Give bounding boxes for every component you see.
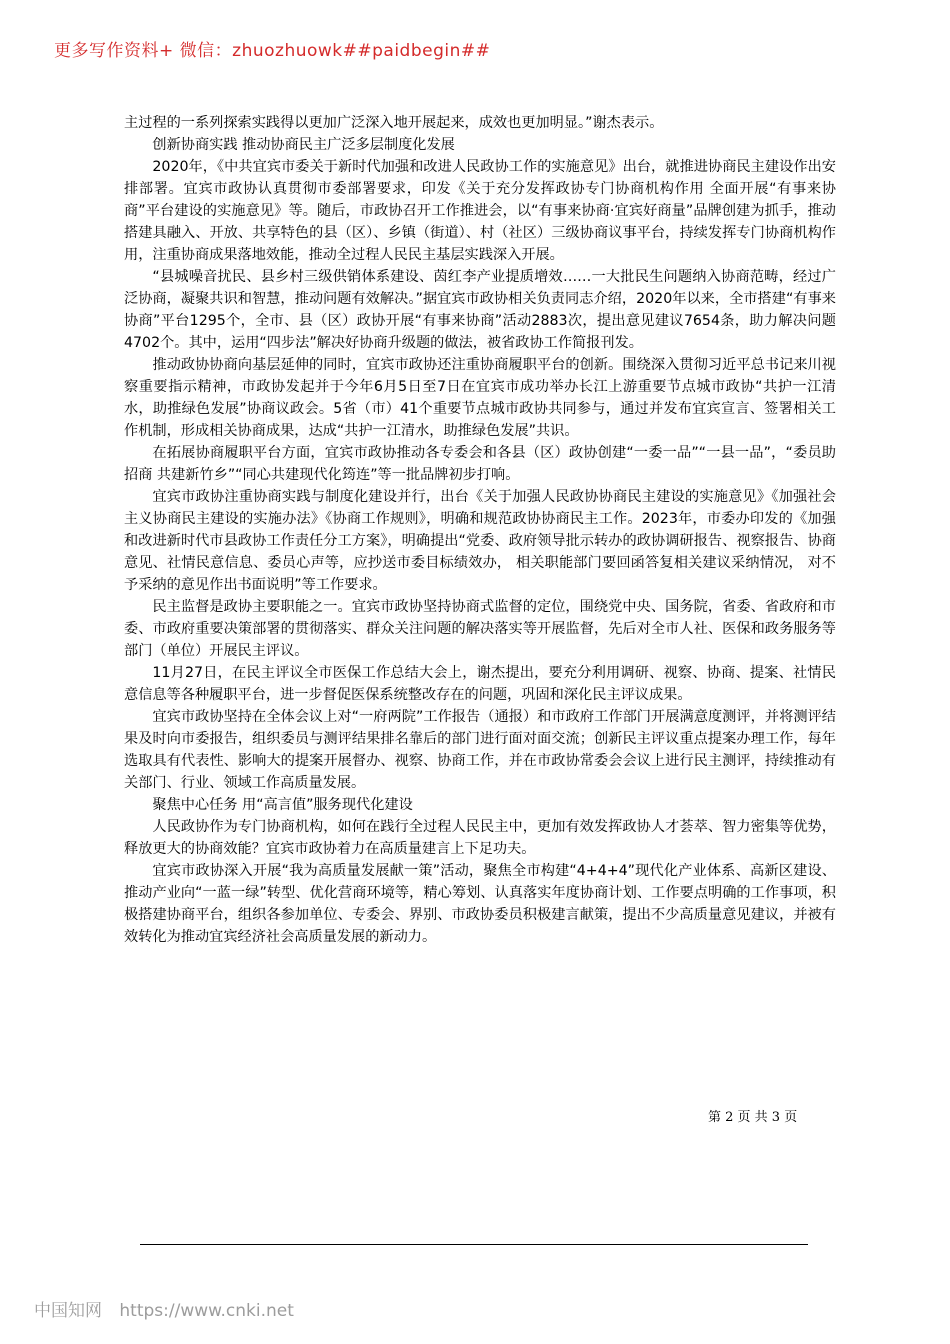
promo-header: 更多写作资料+ 微信：zhuozhuowk##paidbegin## bbox=[54, 41, 491, 61]
paragraph: 民主监督是政协主要职能之一。宜宾市政协坚持协商式监督的定位，围绕党中央、国务院，省委、省政府和市委、市政府重要决策部署的贯彻落实、群众关注问题的解决落实等开展监督，先后对全市人社、医保和政务服务等部门（单位）开展民主评议。 bbox=[124, 599, 836, 659]
paragraph: 宜宾市政协深入开展“我为高质量发展献一策”活动，聚焦全市构建“4+4+4”现代化产业体系、高新区建设、推动产业向“一蓝一绿”转型、优化营商环境等，精心筹划、认真落实年度协商计划、工作要点明确的工作事项，积极搭建协商平台，组织各参加单位、专委会、界别、市政协委员积极建言献策，提出不少高质量意见建议，并被有效转化为推动宜宾经济社会高质量发展的新动力。 bbox=[124, 863, 836, 945]
paragraph: “县城噪音扰民、县乡村三级供销体系建设、茵红李产业提质增效……一大批民生问题纳入协商范畴，经过广泛协商，凝聚共识和智慧，推动问题有效解决。”据宜宾市政协相关负责同志介绍，2020年以来，全市搭建“有事来协商”平台1295个，全市、县（区）政协开展“有事来协商”活动2883次，提出意见建议7654条，助力解决问题4702个。其中，运用“四步法”解决好协商升级题的做法，被省政协工作简报刊发。 bbox=[124, 269, 836, 351]
section-heading: 创新协商实践 推动协商民主广泛多层制度化发展 bbox=[152, 137, 455, 153]
document-body bbox=[124, 112, 836, 948]
paragraph: 11月27日，在民主评议全市医保工作总结大会上，谢杰提出，要充分利用调研、视察、协商、提案、社情民意信息等各种履职平台，进一步督促医保系统整改存在的问题，巩固和深化民主评议成果。 bbox=[124, 665, 836, 703]
paragraph: 宜宾市政协注重协商实践与制度化建设并行，出台《关于加强人民政协协商民主建设的实施意见》《加强社会主义协商民主建设的实施办法》《协商工作规则》，明确和规范政协协商民主工作。2023年，市委办印发的《加强和改进新时代市县政协工作责任分工方案》，明确提出“党委、政府领导批示转办的政协调研报告、视察报告、协商意见、社情民意信息、委员心声等，应抄送市委目标绩效办， 相关职能部门要回函答复相关建议采纳情况， 对不予采纳的意见作出书面说明”等工作要求。 bbox=[124, 489, 836, 593]
cnki-watermark bbox=[34, 1296, 294, 1321]
paragraph: 在拓展协商履职平台方面，宜宾市政协推动各专委会和各县（区）政协创建“一委一品”“一县一品”，“委员助招商 共建新竹乡”“同心共建现代化筠连”等一批品牌初步打响。 bbox=[124, 445, 836, 483]
paragraph: 人民政协作为专门协商机构，如何在践行全过程人民民主中，更加有效发挥政协人才荟萃、智力密集等优势，释放更大的协商效能？宜宾市政协着力在高质量建言上下足功夫。 bbox=[124, 819, 836, 857]
paragraph: 2020年，《中共宜宾市委关于新时代加强和改进人民政协工作的实施意见》出台，就推进协商民主建设作出安排部署。宜宾市政协认真贯彻市委部署要求，印发《关于充分发挥政协专门协商机构作用 全面开展“有事来协商”平台建设的实施意见》等。随后，市政协召开工作推进会，以“有事来协商·宜宾好商量”品牌创建为抓手，推动搭建具融入、开放、共享特色的县（区）、乡镇（街道）、村（社区）三级协商议事平台，持续发挥专门协商机构作用，注重协商成果落地效能，推动全过程人民民主基层实践深入开展。 bbox=[124, 159, 836, 263]
paragraph: 宜宾市政协坚持在全体会议上对“一府两院”工作报告（通报）和市政府工作部门开展满意度测评，并将测评结果及时向市委报告，组织委员与测评结果排名靠后的部门进行面对面交流；创新民主评议重点提案办理工作，每年选取具有代表性、影响大的提案开展督办、视察、协商工作，并在市政协常委会会议上进行民主测评，持续推动有关部门、行业、领域工作高质量发展。 bbox=[124, 709, 836, 791]
watermark-site-name: 中国知网 bbox=[34, 1301, 102, 1321]
section-heading: 聚焦中心任务 用“高言值”服务现代化建设 bbox=[152, 797, 413, 813]
footer-divider bbox=[140, 1244, 808, 1245]
page-number: 第 2 页 共 3 页 bbox=[708, 1110, 798, 1125]
paragraph: 主过程的一系列探索实践得以更加广泛深入地开展起来，成效也更加明显。”谢杰表示。 bbox=[124, 115, 664, 131]
paragraph: 推动政协协商向基层延伸的同时，宜宾市政协还注重协商履职平台的创新。围绕深入贯彻习近平总书记来川视察重要指示精神，市政协发起并于今年6月5日至7日在宜宾市成功举办长江上游重要节点城市政协“共护一江清水，助推绿色发展”协商议政会。5省（市）41个重要节点城市政协共同参与，通过并发布宜宾宣言、签署相关工作机制，形成相关协商成果，达成“共护一江清水，助推绿色发展”共识。 bbox=[124, 357, 836, 439]
watermark-url: https://www.cnki.net bbox=[119, 1301, 294, 1321]
